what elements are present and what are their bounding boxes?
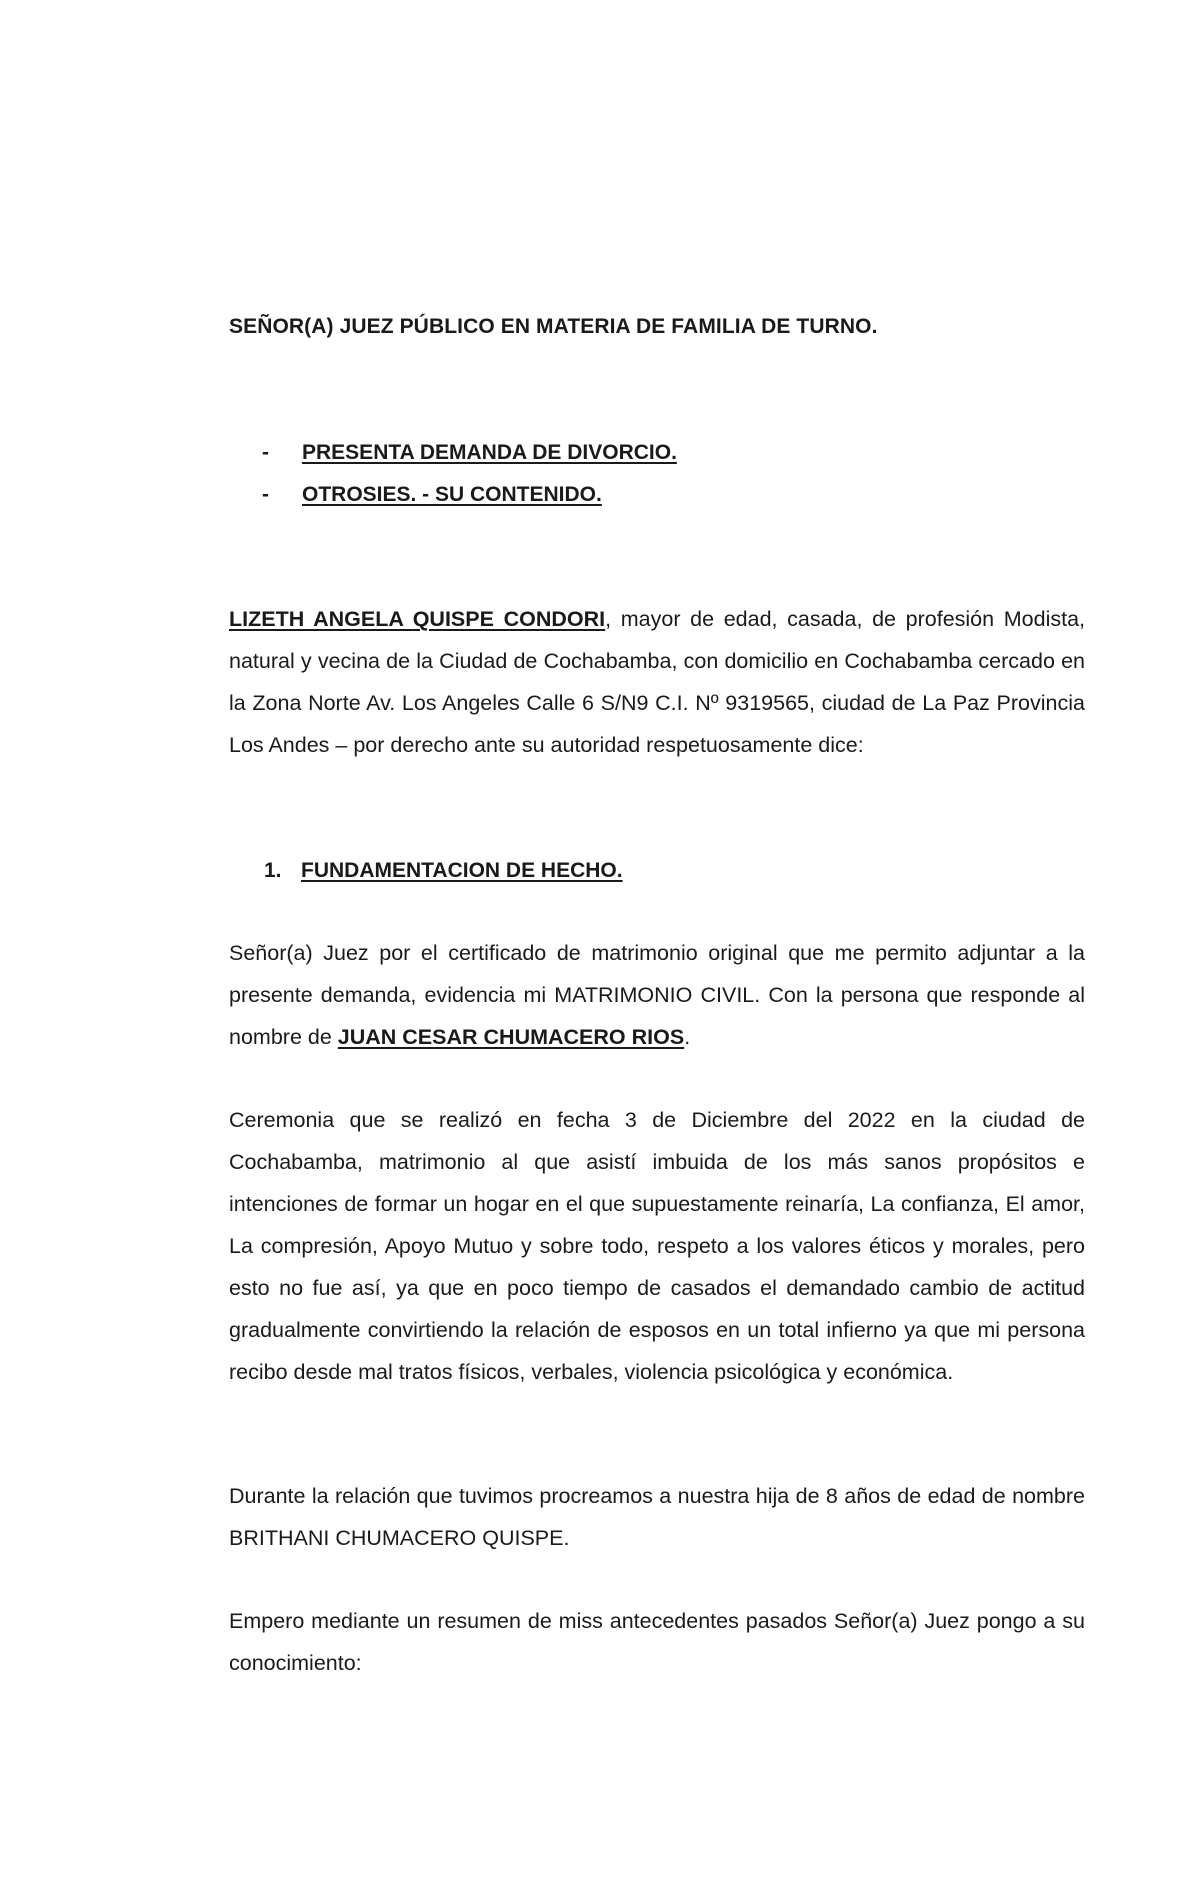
sumilla-text: OTROSIES. - SU CONTENIDO.: [302, 483, 602, 506]
paragraph-marriage: [229, 932, 1085, 1058]
sumilla-text: PRESENTA DEMANDA DE DIVORCIO.: [302, 441, 677, 464]
section-number: 1.: [264, 859, 282, 882]
sumilla-item: [262, 432, 677, 474]
paragraph-end: .: [684, 1025, 691, 1049]
plaintiff-name: LIZETH ANGELA QUISPE CONDORI: [229, 607, 606, 631]
paragraph-child: Durante la relación que tuvimos procreamos a nuestra hija de 8 años de edad de nombre BRITHANI CHUMACERO QUISPE.: [229, 1484, 1085, 1550]
paragraph-antecedents: Empero mediante un resumen de miss antecedentes pasados Señor(a) Juez pongo a su conocimiento:: [229, 1609, 1085, 1675]
defendant-name: JUAN CESAR CHUMACERO RIOS: [337, 1025, 685, 1049]
paragraph-text: Señor(a) Juez por el certificado de matrimonio original que me permito adjuntar a la presente demanda, evidencia mi MATRIMONIO CIVIL. Con la persona que responde al nombre de: [229, 941, 1085, 1049]
list-dash: -: [262, 483, 269, 506]
intro-text: , mayor de edad, casada, de profesión Modista, natural y vecina de la Ciudad de Cochabamba, con domicilio en Cochabamba cercado en la Zona Norte Av. Los Angeles Calle 6 S/N9 C.I. Nº 9319565, ciudad de La Paz Provincia Los Andes – por derecho ante su autoridad respetuosamente dice:: [229, 607, 1085, 757]
section-title: FUNDAMENTACION DE HECHO.: [301, 859, 623, 882]
paragraph-ceremony: Ceremonia que se realizó en fecha 3 de Diciembre del 2022 en la ciudad de Cochabamba, matrimonio al que asistí imbuida de los más sanos propósitos e intenciones de formar un hogar en el que supuestamente reinaría, La confianza, El amor, La compresión, Apoyo Mutuo y sobre todo, respeto a los valores éticos y morales, pero esto no fue así, ya que en poco tiempo de casados el demandado cambio de actitud gradualmente convirtiendo la relación de esposos en un total infierno ya que mi persona recibo desde mal tratos físicos, verbales, violencia psicológica y económica.: [229, 1108, 1085, 1384]
intro-paragraph: [229, 598, 1085, 766]
section-heading: [264, 850, 623, 892]
list-dash: -: [262, 441, 269, 464]
sumilla-item: [262, 474, 677, 516]
addressee-heading: SEÑOR(A) JUEZ PÚBLICO EN MATERIA DE FAMILIA DE TURNO.: [229, 315, 878, 338]
sumilla-list: [262, 432, 677, 516]
